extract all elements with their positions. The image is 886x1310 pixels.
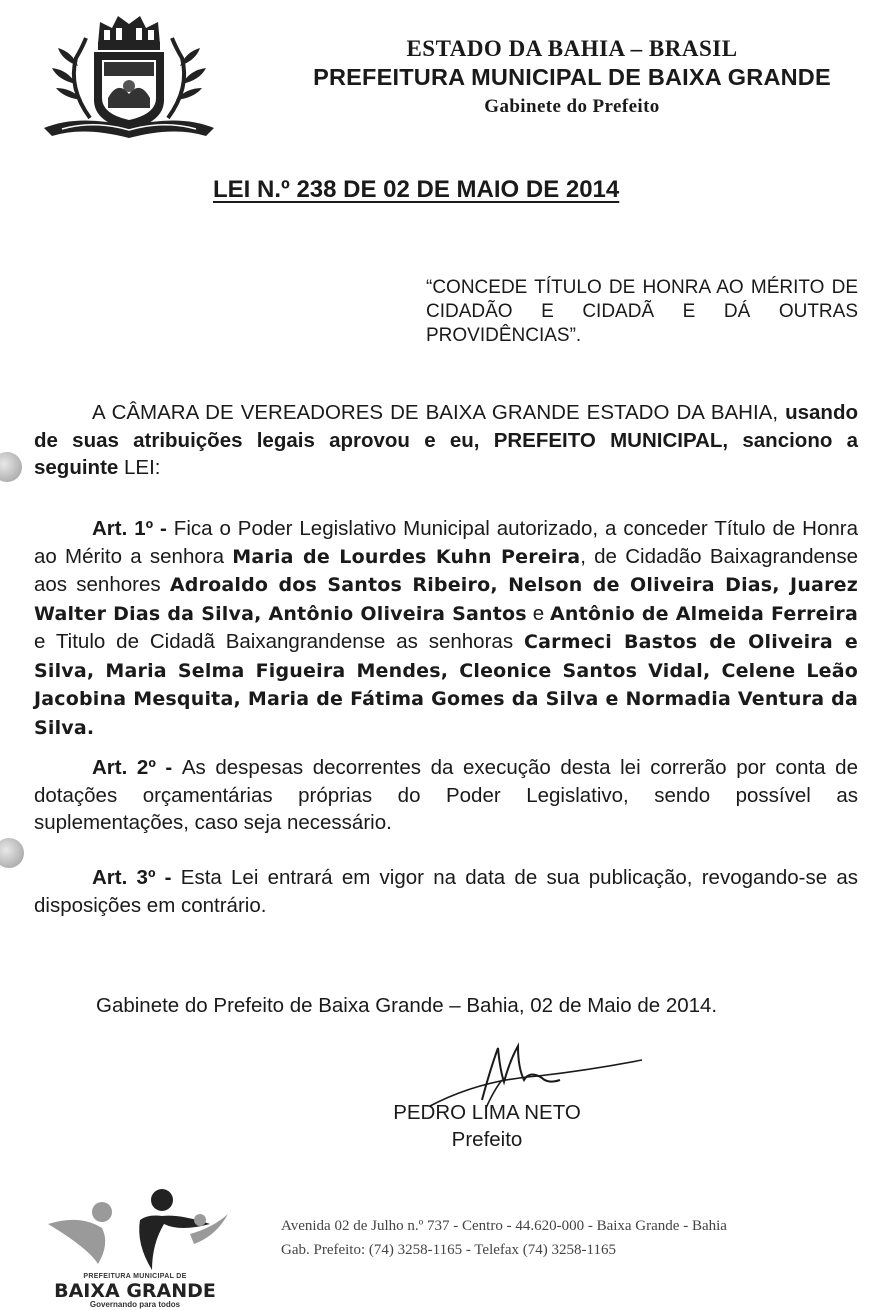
article-1-citizen-names: Adroaldo dos Santos Ribeiro, Nelson de Oliveira Dias, Juarez Walter Dias da Silva, Antônio Oliveira Santos — [34, 574, 858, 625]
header-state: ESTADO DA BAHIA – BRASIL — [406, 36, 738, 61]
article-3 — [34, 864, 858, 919]
footer-logo-slogan: Governando para todos — [89, 1300, 181, 1309]
article-1-text-1: Fica o Poder Legislativo Municipal autorizado, a conceder Título de Honra ao Mérito a senhora — [34, 517, 859, 568]
article-1-text-3: e — [526, 601, 550, 625]
intro-text-bold: usando de suas atribuições legais aprovou e eu, PREFEITO MUNICIPAL, sanciono a seguinte — [34, 401, 858, 479]
punch-hole-icon — [0, 838, 24, 868]
place-date: Gabinete do Prefeito de Baixa Grande – Bahia, 02 de Maio de 2014. — [96, 994, 718, 1017]
intro-text-3: LEI: — [118, 456, 161, 479]
law-ementa: “CONCEDE TÍTULO DE HONRA AO MÉRITO DE CIDADÃO E CIDADÃ E DÁ OUTRAS PROVIDÊNCIAS”. — [426, 277, 858, 346]
intro-paragraph — [34, 399, 858, 482]
signer-role: Prefeito — [451, 1128, 523, 1151]
article-1-text-4: e Titulo de Cidadã Baixangrandense as senhoras — [34, 630, 524, 653]
article-1-citizen-women-names: Carmeci Bastos de Oliveira e Silva, Maria Selma Figueira Mendes, Cleonice Santos Vidal, Celene Leão Jacobina Mesquita, Maria de Fátima Gomes da Silva e Normadia Ventura da Silva. — [34, 631, 858, 739]
article-1-text-2: , de Cidadão Baixagrandense aos senhores — [34, 544, 858, 596]
header-office: Gabinete do Prefeito — [484, 96, 660, 117]
article-2-text: As despesas decorrentes da execução desta lei correrão por conta de dotações orçamentárias próprias do Poder Legislativo, sendo possível as suplementações, caso seja necessário. — [34, 756, 858, 834]
footer-address: Avenida 02 de Julho n.º 737 - Centro - 44.620-000 - Baixa Grande - Bahia — [281, 1218, 727, 1234]
header-prefecture: PREFEITURA MUNICIPAL DE BAIXA GRANDE — [313, 64, 831, 90]
article-1-citizen-name-last: Antônio de Almeida Ferreira — [550, 602, 859, 625]
article-3-label: Art. 3º - — [92, 866, 181, 889]
law-title: LEI N.º 238 DE 02 DE MAIO DE 2014 — [213, 176, 620, 203]
article-1 — [34, 515, 858, 742]
article-2 — [34, 754, 858, 837]
footer-logo-top-text: PREFEITURA MUNICIPAL DE — [83, 1273, 187, 1280]
article-1-honoree-name: Maria de Lourdes Kuhn Pereira — [232, 545, 581, 568]
article-1-label: Art. 1º - — [92, 517, 174, 540]
intro-text-1: A CÂMARA DE VEREADORES DE BAIXA GRANDE ESTADO DA BAHIA, — [92, 401, 786, 424]
signer-name: PEDRO LIMA NETO — [393, 1101, 581, 1124]
punch-hole-icon — [0, 452, 22, 482]
article-2-label: Art. 2º - — [92, 756, 182, 779]
coat-of-arms-icon — [38, 8, 220, 142]
footer-logo-name: BAIXA GRANDE — [54, 1280, 216, 1302]
article-3-text: Esta Lei entrará em vigor na data de sua publicação, revogando-se as disposições em contrário. — [34, 866, 858, 917]
footer-phones: Gab. Prefeito: (74) 3258-1165 - Telefax (74) 3258-1165 — [281, 1242, 616, 1258]
